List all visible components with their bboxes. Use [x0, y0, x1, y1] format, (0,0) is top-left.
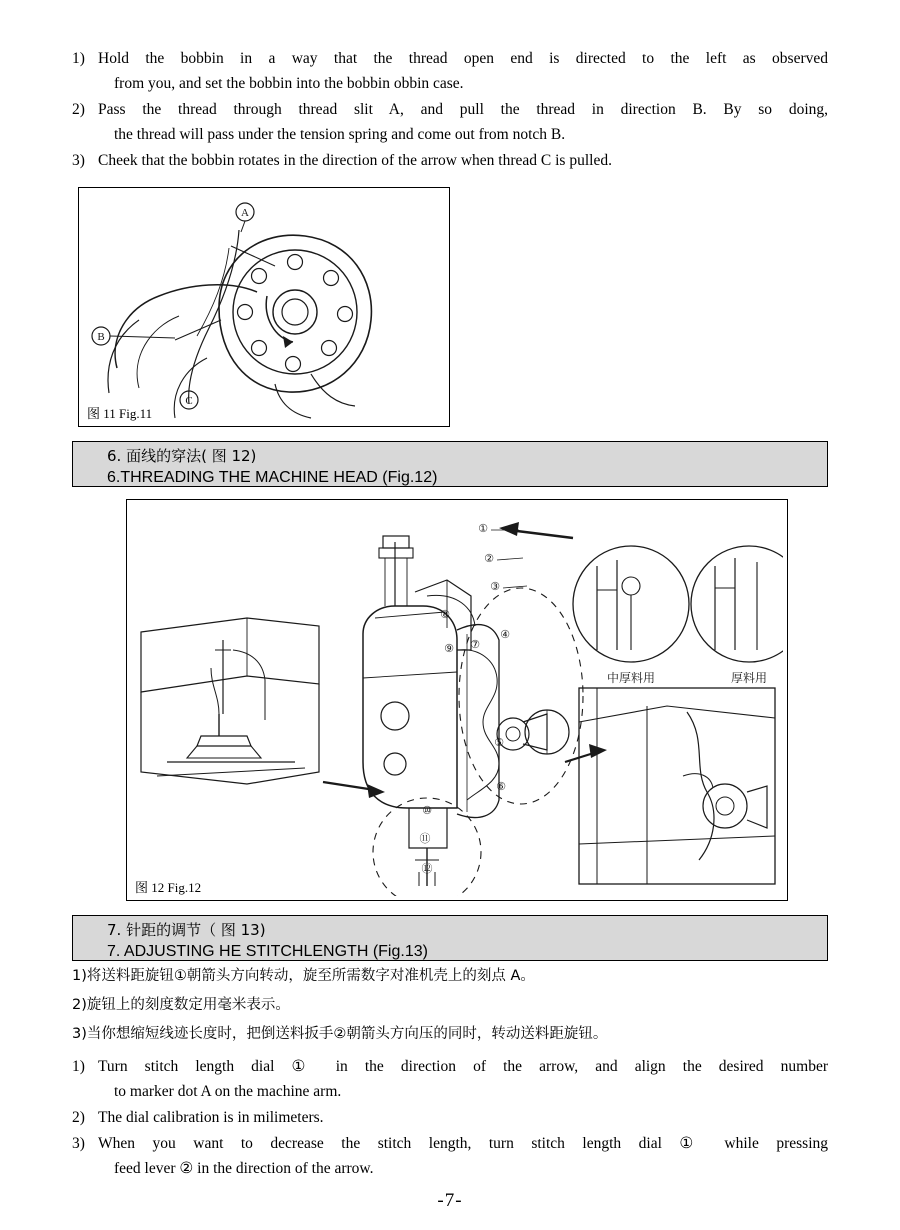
svg-text:②: ② — [484, 552, 494, 565]
svg-text:⑤: ⑤ — [494, 736, 504, 749]
svg-text:⑥: ⑥ — [496, 780, 506, 793]
section-heading-7-en: 7. ADJUSTING HE STITCHLENGTH (Fig.13) — [107, 943, 428, 960]
svg-text:B: B — [97, 331, 105, 343]
list-text — [98, 1131, 828, 1181]
list-line: When you want to decrease the stitch length, turn stitch length dial ① while pressing — [98, 1135, 828, 1152]
chinese-instruction: 2)旋钮上的刻度数定用毫米表示。 — [72, 997, 290, 1013]
section-heading-6 — [72, 441, 828, 487]
list-line: Turn stitch length dial ① in the direction of the arrow, and align the desired number — [98, 1058, 828, 1075]
list-marker: 1) — [72, 1058, 85, 1075]
list-item — [72, 148, 828, 173]
list-marker: 3) — [72, 1135, 85, 1152]
list-item — [72, 1105, 828, 1130]
svg-text:⑪: ⑪ — [419, 832, 431, 845]
section-heading-6-en: 6.THREADING THE MACHINE HEAD (Fig.12) — [107, 469, 438, 486]
chinese-instruction: 1)将送料距旋钮①朝箭头方向转动，旋至所需数字对准机壳上的刻点 A。 — [72, 968, 535, 984]
list-line: The dial calibration is in milimeters. — [98, 1109, 324, 1126]
english-instruction-list — [72, 1054, 828, 1181]
list-item — [72, 1131, 828, 1181]
top-instruction-list — [72, 0, 828, 173]
figure-11-illustration — [79, 188, 445, 422]
figure-12-inset-label-2: 厚料用 — [730, 671, 768, 685]
svg-text:④: ④ — [500, 628, 510, 641]
list-line: to marker dot A on the machine arm. — [114, 1083, 342, 1100]
figure-11-label-a — [236, 203, 254, 232]
svg-text:③: ③ — [490, 580, 500, 593]
svg-text:①: ① — [478, 522, 488, 535]
list-line: feed lever ② in the direction of the arrow. — [114, 1160, 374, 1177]
list-line: Pass the thread through thread slit A, and pull the thread in direction B. By so doing, — [98, 101, 828, 118]
list-text — [98, 1054, 828, 1104]
chinese-instruction-list — [72, 963, 828, 1048]
figure-11-caption: 图 11 Fig.11 — [87, 406, 153, 421]
figure-12-inset-label-1: 中厚料用 — [606, 671, 656, 685]
svg-text:⑨: ⑨ — [444, 642, 454, 655]
svg-text:A: A — [241, 207, 249, 219]
list-marker: 2) — [72, 1109, 85, 1126]
list-text — [98, 1105, 828, 1130]
list-marker: 3) — [72, 152, 85, 169]
svg-text:⑧: ⑧ — [440, 608, 450, 621]
list-line: Cheek that the bobbin rotates in the direction of the arrow when thread C is pulled. — [98, 152, 612, 169]
svg-text:⑩: ⑩ — [422, 804, 432, 817]
figure-12 — [126, 499, 788, 901]
figure-11-label-b — [92, 327, 175, 345]
figure-11 — [78, 187, 450, 427]
section-heading-6-cn: 6. 面线的穿法( 图 12) — [107, 447, 257, 465]
section-heading-7 — [72, 915, 828, 961]
list-line: Hold the bobbin in a way that the thread open end is directed to the left as observed — [98, 50, 828, 67]
chinese-instruction: 3)当你想缩短线迹长度时，把倒送料扳手②朝箭头方向压的同时，转动送料距旋钮。 — [72, 1026, 608, 1042]
figure-12-caption: 图 12 Fig.12 — [135, 880, 202, 895]
list-item — [72, 46, 828, 96]
list-item — [72, 1054, 828, 1104]
list-item — [72, 97, 828, 147]
list-marker: 1) — [72, 50, 85, 67]
list-text — [98, 97, 828, 147]
page-number: -7- — [437, 1190, 463, 1211]
list-text — [98, 46, 828, 96]
list-marker: 2) — [72, 101, 85, 118]
svg-text:⑫: ⑫ — [421, 862, 433, 875]
figure-12-callouts — [420, 522, 511, 875]
list-text — [98, 148, 828, 173]
svg-text:C: C — [185, 395, 193, 407]
list-line: the thread will pass under the tension spring and come out from notch B. — [114, 126, 566, 143]
list-line: from you, and set the bobbin into the bobbin obbin case. — [114, 75, 464, 92]
section-heading-7-cn: 7. 针距的调节（ 图 13) — [107, 921, 266, 939]
figure-12-illustration — [127, 500, 783, 896]
svg-text:⑦: ⑦ — [470, 638, 480, 651]
